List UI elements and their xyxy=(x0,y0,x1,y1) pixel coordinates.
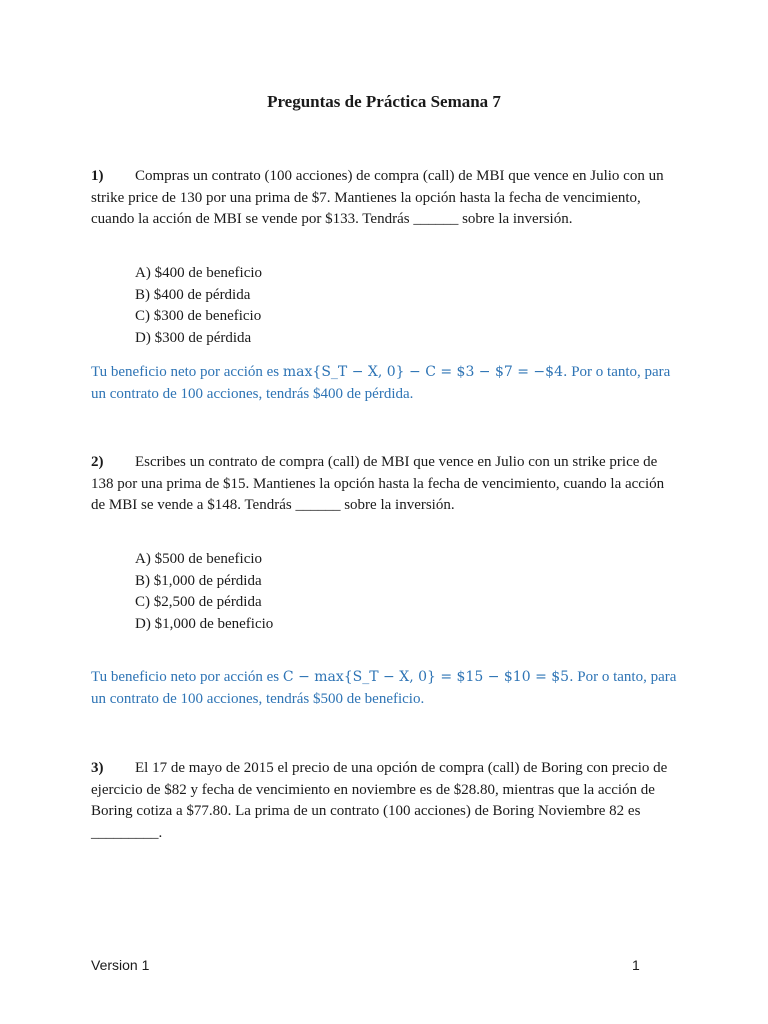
page-title: Preguntas de Práctica Semana 7 xyxy=(267,92,501,111)
question-2-answer xyxy=(91,667,681,710)
question-2 xyxy=(91,452,681,517)
option-item: A) $400 de beneficio xyxy=(135,265,263,281)
option-item: A) $500 de beneficio xyxy=(135,551,263,567)
answer-prefix: Tu beneficio neto por acción es xyxy=(91,669,283,685)
answer-formula: max{S_T − X, 0} − C = $3 − $7 = −$4. xyxy=(282,364,568,380)
footer-version: Version 1 xyxy=(91,957,150,973)
question-3-number: 3) xyxy=(91,760,104,776)
question-1-text: Compras un contrato (100 acciones) de compra (call) de MBI que vence en Julio con un strike price de 130 por una prima de $7. Mantienes la opción hasta la fecha de vencimiento, cuando la acción de MBI se vende por $133. Tendrás ______ sobre la inversión. xyxy=(91,168,664,227)
answer-suffix: Por o tanto, para un contrato de 100 acciones, tendrás $400 de pérdida. xyxy=(91,364,671,402)
footer-page-number: 1 xyxy=(632,957,640,973)
option-item: D) $1,000 de beneficio xyxy=(135,615,274,632)
question-1-answer xyxy=(91,362,681,405)
question-3 xyxy=(91,758,681,844)
answer-prefix: Tu beneficio neto por acción es xyxy=(91,364,283,380)
option-item: C) $300 de beneficio xyxy=(135,308,262,324)
option-item: B) $1,000 de pérdida xyxy=(135,572,262,589)
question-1-number: 1) xyxy=(91,168,104,184)
option-item: B) $400 de pérdida xyxy=(135,286,251,303)
question-1 xyxy=(91,166,681,231)
option-item: C) $2,500 de pérdida xyxy=(135,594,262,610)
answer-formula: C − max{S_T − X, 0} = $15 − $10 = $5. xyxy=(282,669,574,685)
question-2-options xyxy=(135,549,273,635)
question-2-text: Escribes un contrato de compra (call) de MBI que vence en Julio con un strike price de 138 por una prima de $15. Mantienes la opción hasta la fecha de vencimiento, cuando la acción de MBI se vende a $148. Tendrás ______ sobre la inversión. xyxy=(91,454,665,513)
answer-suffix: Por o tanto, para un contrato de 100 acciones, tendrás $500 de beneficio. xyxy=(91,669,677,707)
question-2-number: 2) xyxy=(91,454,104,470)
question-3-text: El 17 de mayo de 2015 el precio de una opción de compra (call) de Boring con precio de ejercicio de $82 y fecha de vencimiento en noviembre es de $28.80, mientras que la acción de Boring cotiza a $77.80. La prima de un contrato (100 acciones) de Boring Noviembre 82 es _________. xyxy=(91,760,668,841)
option-item: D) $300 de pérdida xyxy=(135,329,252,346)
question-1-options xyxy=(135,263,262,349)
